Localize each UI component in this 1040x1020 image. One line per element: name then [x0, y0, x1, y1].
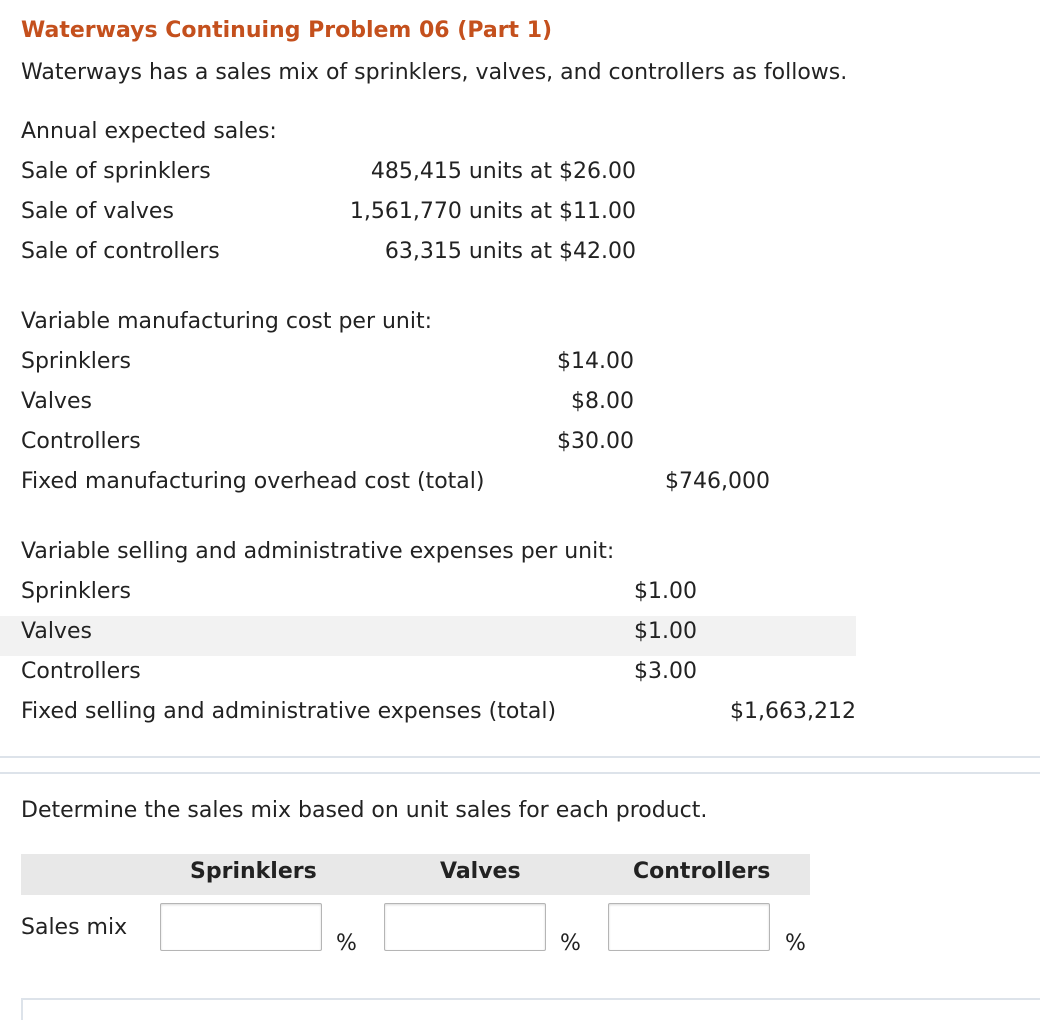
sales-value-controllers: 63,315 units at $42.00 — [384, 239, 636, 264]
sales-label-sprinklers: Sale of sprinklers — [21, 159, 211, 184]
sales-label-valves: Sale of valves — [21, 199, 174, 224]
sales-mix-label: Sales mix — [21, 915, 128, 940]
question-text: Determine the sales mix based on unit sales for each product. — [21, 798, 708, 823]
mfg-label-controllers: Controllers — [21, 429, 141, 454]
percent-unit-valves: % — [560, 931, 581, 956]
mfg-value-sprinklers: $14.00 — [557, 349, 634, 374]
sales-mix-sprinklers-input[interactable] — [160, 903, 322, 951]
divider — [0, 756, 1040, 758]
sa-label-controllers: Controllers — [21, 659, 141, 684]
sa-value-controllers: $3.00 — [634, 659, 697, 684]
problem-title: Waterways Continuing Problem 06 (Part 1) — [21, 18, 553, 43]
mfg-value-controllers: $30.00 — [557, 429, 634, 454]
mfg-label-sprinklers: Sprinklers — [21, 349, 131, 374]
fixed-sa-label: Fixed selling and administrative expenses (total) — [21, 699, 557, 724]
sales-label-controllers: Sale of controllers — [21, 239, 220, 264]
percent-unit-controllers: % — [785, 931, 806, 956]
sales-value-valves: 1,561,770 units at $11.00 — [349, 199, 636, 224]
next-section-box — [21, 998, 1040, 1020]
fixed-mfg-value: $746,000 — [665, 469, 770, 494]
annual-sales-heading: Annual expected sales: — [21, 119, 277, 144]
header-controllers: Controllers — [633, 859, 771, 884]
variable-mfg-heading: Variable manufacturing cost per unit: — [21, 309, 433, 334]
sa-value-valves: $1.00 — [634, 619, 697, 644]
highlighted-row — [0, 616, 856, 656]
sa-label-valves: Valves — [21, 619, 92, 644]
sa-value-sprinklers: $1.00 — [634, 579, 697, 604]
header-valves: Valves — [440, 859, 521, 884]
divider — [0, 772, 1040, 774]
sales-value-sprinklers: 485,415 units at $26.00 — [370, 159, 636, 184]
sa-label-sprinklers: Sprinklers — [21, 579, 131, 604]
mfg-label-valves: Valves — [21, 389, 92, 414]
fixed-sa-value: $1,663,212 — [730, 699, 856, 724]
variable-sa-heading: Variable selling and administrative expenses per unit: — [21, 539, 615, 564]
header-sprinklers: Sprinklers — [190, 859, 317, 884]
sales-mix-valves-input[interactable] — [384, 903, 546, 951]
intro-text: Waterways has a sales mix of sprinklers, valves, and controllers as follows. — [21, 60, 848, 85]
sales-mix-controllers-input[interactable] — [608, 903, 770, 951]
percent-unit-sprinklers: % — [336, 931, 357, 956]
fixed-mfg-label: Fixed manufacturing overhead cost (total) — [21, 469, 485, 494]
mfg-value-valves: $8.00 — [571, 389, 634, 414]
